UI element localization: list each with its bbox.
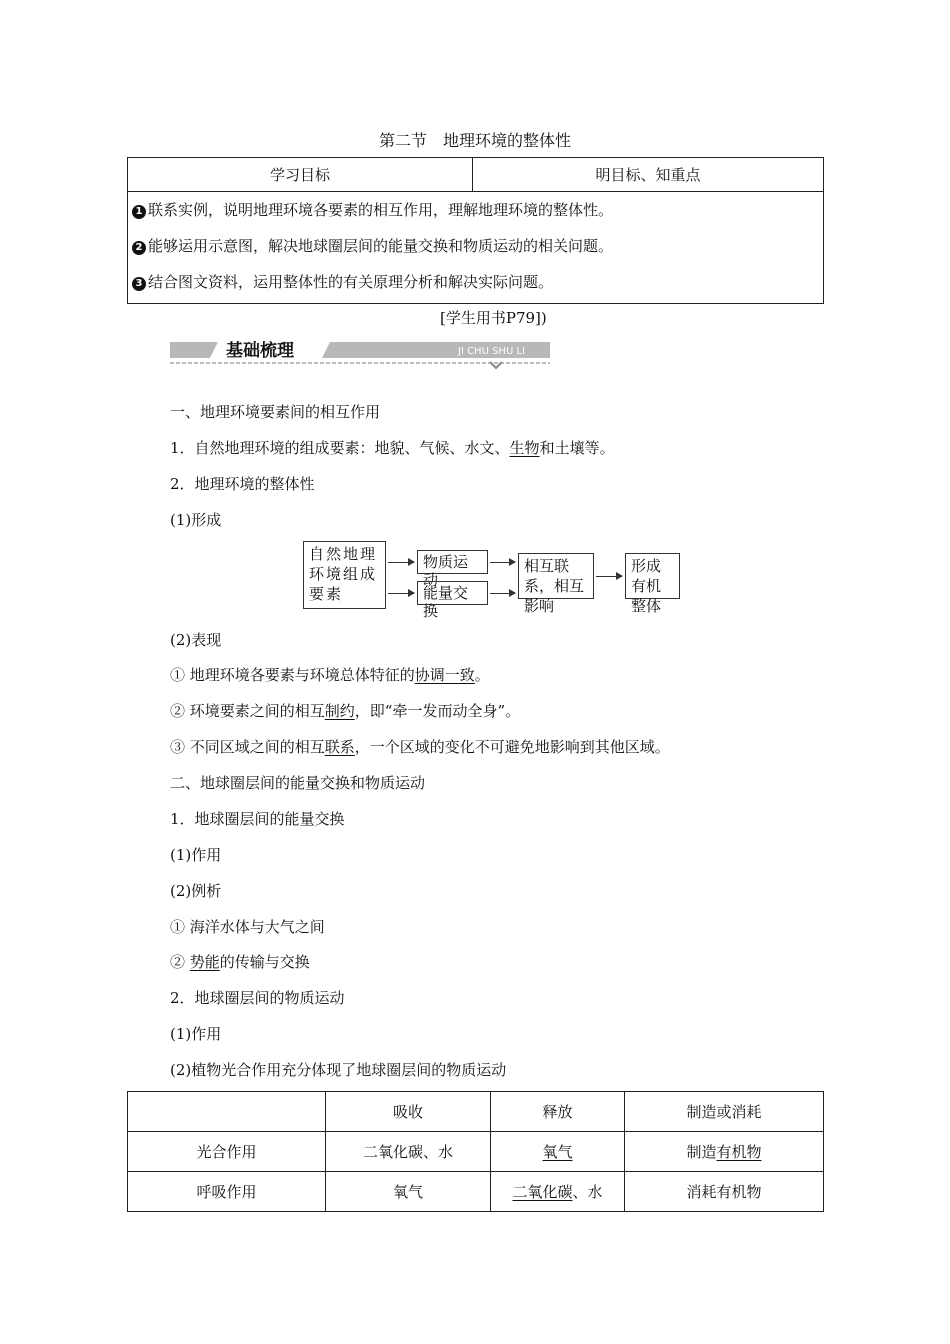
banner-pinyin: JI CHU SHU LI <box>458 346 525 357</box>
paragraph: (2)植物光合作用充分体现了地球圈层间的物质运动 <box>170 1061 507 1079</box>
section-banner <box>170 338 550 370</box>
paragraph: 1．自然地理环境的组成要素：地貌、气候、水文、生物和土壤等。 <box>170 439 615 457</box>
flow-box-whole: 形成有机整体 <box>625 553 680 599</box>
paragraph: (2)表现 <box>170 631 222 649</box>
flow-box-material: 物质运动 <box>417 550 488 574</box>
flow-box-elements: 自然地理环境组成要素 <box>303 541 386 609</box>
sec2-heading: 二、地球圈层间的能量交换和物质运动 <box>170 774 426 792</box>
arrow-right-icon <box>490 562 515 563</box>
paragraph: 2．地理环境的整体性 <box>170 475 315 493</box>
paragraph: (1)作用 <box>170 1025 222 1043</box>
flow-box-interaction: 相互联系，相互影响 <box>518 553 594 599</box>
book-reference: [学生用书P79]) <box>440 309 547 327</box>
photosynthesis-table <box>127 1091 824 1212</box>
banner-title: 基础梳理 <box>226 341 294 361</box>
goals-header-right: 明目标、知重点 <box>473 158 824 192</box>
paragraph: ② 势能的传输与交换 <box>170 953 310 971</box>
goal-item: 2 能够运用示意图，解决地球圈层间的能量交换和物质运动的相关问题。 <box>132 228 819 264</box>
goal-item: 3 结合图文资料，运用整体性的有关原理分析和解决实际问题。 <box>132 264 819 300</box>
number-badge-icon: 2 <box>132 241 146 255</box>
table-row: 呼吸作用 氧气 二氧化碳、水 消耗有机物 <box>128 1172 824 1212</box>
number-badge-icon: 3 <box>132 277 146 291</box>
paragraph: (1)形成 <box>170 511 222 529</box>
arrow-right-icon <box>596 576 622 577</box>
arrow-right-icon <box>490 593 515 594</box>
flow-box-energy: 能量交换 <box>417 581 488 605</box>
goals-body <box>128 192 824 304</box>
arrow-right-icon <box>388 593 414 594</box>
table-row: 吸收 释放 制造或消耗 <box>128 1092 824 1132</box>
paragraph: ② 环境要素之间的相互制约，即“牵一发而动全身”。 <box>170 702 521 720</box>
goal-item: 1 联系实例，说明地理环境各要素的相互作用，理解地理环境的整体性。 <box>132 192 819 228</box>
learning-goals-table <box>127 157 824 304</box>
paragraph: ① 地理环境各要素与环境总体特征的协调一致。 <box>170 666 490 684</box>
paragraph: ③ 不同区域之间的相互联系，一个区域的变化不可避免地影响到其他区域。 <box>170 738 670 756</box>
table-row: 光合作用 二氧化碳、水 氧气 制造有机物 <box>128 1132 824 1172</box>
paragraph: 2．地球圈层间的物质运动 <box>170 989 345 1007</box>
paragraph: (2)例析 <box>170 882 222 900</box>
paragraph: (1)作用 <box>170 846 222 864</box>
goals-header-left: 学习目标 <box>128 158 473 192</box>
page-title: 第二节 地理环境的整体性 <box>378 131 571 150</box>
sec1-heading: 一、地理环境要素间的相互作用 <box>170 403 381 421</box>
arrow-right-icon <box>388 562 414 563</box>
number-badge-icon: 1 <box>132 205 146 219</box>
paragraph: ① 海洋水体与大气之间 <box>170 918 325 936</box>
paragraph: 1．地球圈层间的能量交换 <box>170 810 345 828</box>
